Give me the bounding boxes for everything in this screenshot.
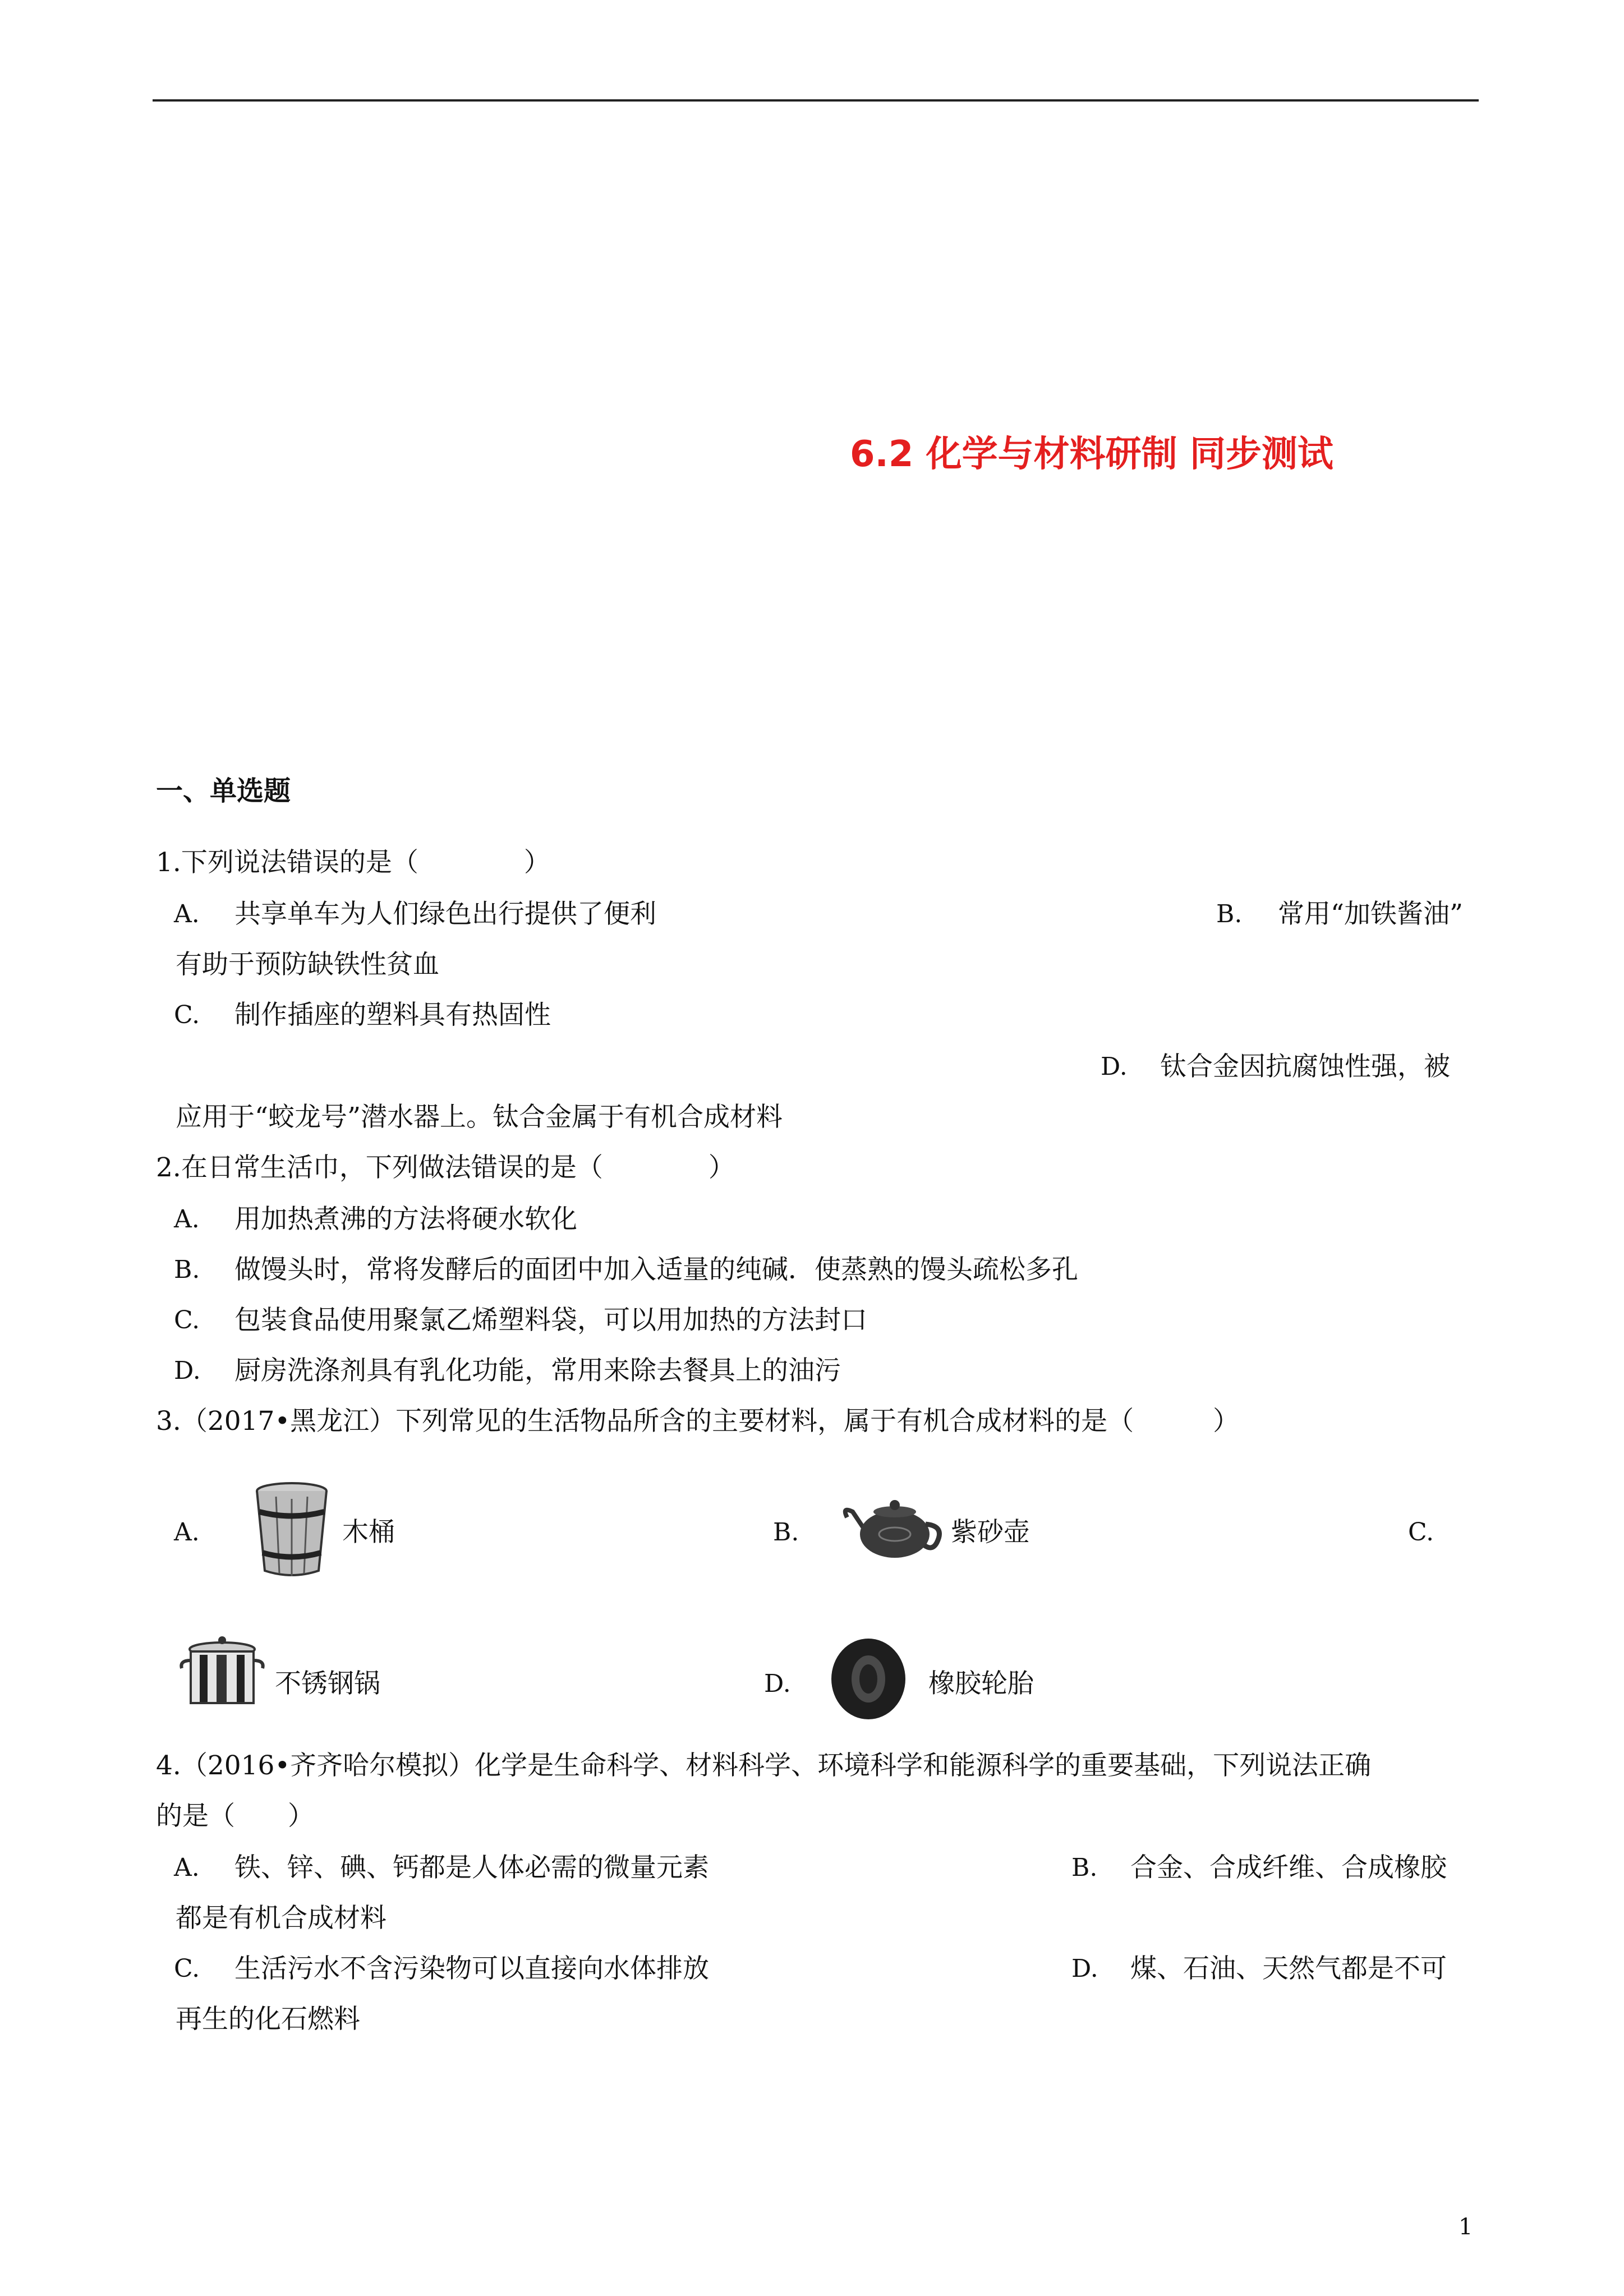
option-b-text: 紫砂壶 (951, 1517, 1030, 1548)
question-1-stem: 1.下列说法错误的是（ ） (156, 847, 550, 878)
option-b-text: 合金、合成纤维、合成橡胶 (1130, 1852, 1447, 1883)
option-d-letter: D. (1071, 1954, 1098, 1983)
steel-pot-icon (177, 1632, 267, 1711)
question-3-stem: 3.（2017•黑龙江）下列常见的生活物品所含的主要材料，属于有机合成材料的是（ ） (156, 1406, 1240, 1437)
question-2-stem: 2.在日常生活巾，下列做法错误的是（ ） (156, 1152, 735, 1183)
option-a-letter: A. (174, 1518, 200, 1547)
option-d-text: 厨房洗涤剂具有乳化功能，常用来除去餐具上的油污 (234, 1355, 841, 1386)
section-heading: 一、单选题 (156, 775, 291, 807)
option-b-text: 常用“加铁酱油” (1278, 899, 1464, 930)
option-d-text: 橡胶轮胎 (928, 1668, 1034, 1699)
option-b-letter: B. (1216, 900, 1243, 928)
option-a-letter: A. (174, 1205, 200, 1234)
question-4-stem-continued: 的是（ ） (156, 1801, 314, 1832)
option-c-text: 生活污水不含污染物可以直接向水体排放 (234, 1953, 709, 1984)
option-c-text: 不锈钢锅 (275, 1668, 380, 1699)
option-c-letter: C. (174, 1954, 200, 1983)
wooden-bucket-icon (252, 1481, 331, 1579)
option-c-text: 制作插座的塑料具有热固性 (234, 1000, 551, 1030)
option-a-text: 共享单车为人们绿色出行提供了便利 (234, 899, 656, 930)
option-b-continued: 有助于预防缺铁性贫血 (176, 949, 439, 980)
option-d-text: 煤、石油、天然气都是不可 (1130, 1953, 1447, 1984)
option-d-letter: D. (764, 1669, 791, 1698)
option-c-letter: C. (174, 1306, 200, 1335)
option-a-text: 木桶 (342, 1517, 395, 1548)
option-a-text: 铁、锌、碘、钙都是人体必需的微量元素 (234, 1852, 709, 1883)
option-d-continued: 再生的化石燃料 (176, 2004, 360, 2035)
option-a-letter: A. (174, 1853, 200, 1882)
option-b-letter: B. (773, 1518, 799, 1547)
option-d-letter: D. (174, 1356, 201, 1385)
option-c-letter: C. (1408, 1518, 1434, 1547)
option-d-text: 钛合金因抗腐蚀性强，被 (1160, 1051, 1450, 1082)
header-rule (153, 99, 1479, 102)
option-b-text: 做馒头时，常将发酵后的面团中加入适量的纯碱．使蒸熟的馒头疏松多孔 (234, 1254, 1078, 1285)
clay-teapot-icon (841, 1489, 945, 1559)
page-number: 1 (1459, 2214, 1473, 2240)
option-d-continued: 应用于“蛟龙号”潜水器上。钛合金属于有机合成材料 (176, 1102, 783, 1133)
option-d-letter: D. (1101, 1052, 1128, 1081)
option-c-text: 包装食品使用聚氯乙烯塑料袋，可以用加热的方法封口 (234, 1305, 867, 1336)
option-a-text: 用加热煮沸的方法将硬水软化 (234, 1204, 577, 1235)
question-4-stem: 4.（2016•齐齐哈尔模拟）化学是生命科学、材料科学、环境科学和能源科学的重要基础，下列说法正确 (156, 1750, 1372, 1781)
page-title: 6.2 化学与材料研制 同步测试 (850, 434, 1333, 475)
option-b-letter: B. (1071, 1853, 1098, 1882)
option-b-letter: B. (174, 1255, 200, 1284)
rubber-tire-icon (829, 1637, 908, 1721)
option-b-continued: 都是有机合成材料 (176, 1903, 387, 1934)
option-a-letter: A. (174, 900, 200, 928)
option-c-letter: C. (174, 1001, 200, 1029)
